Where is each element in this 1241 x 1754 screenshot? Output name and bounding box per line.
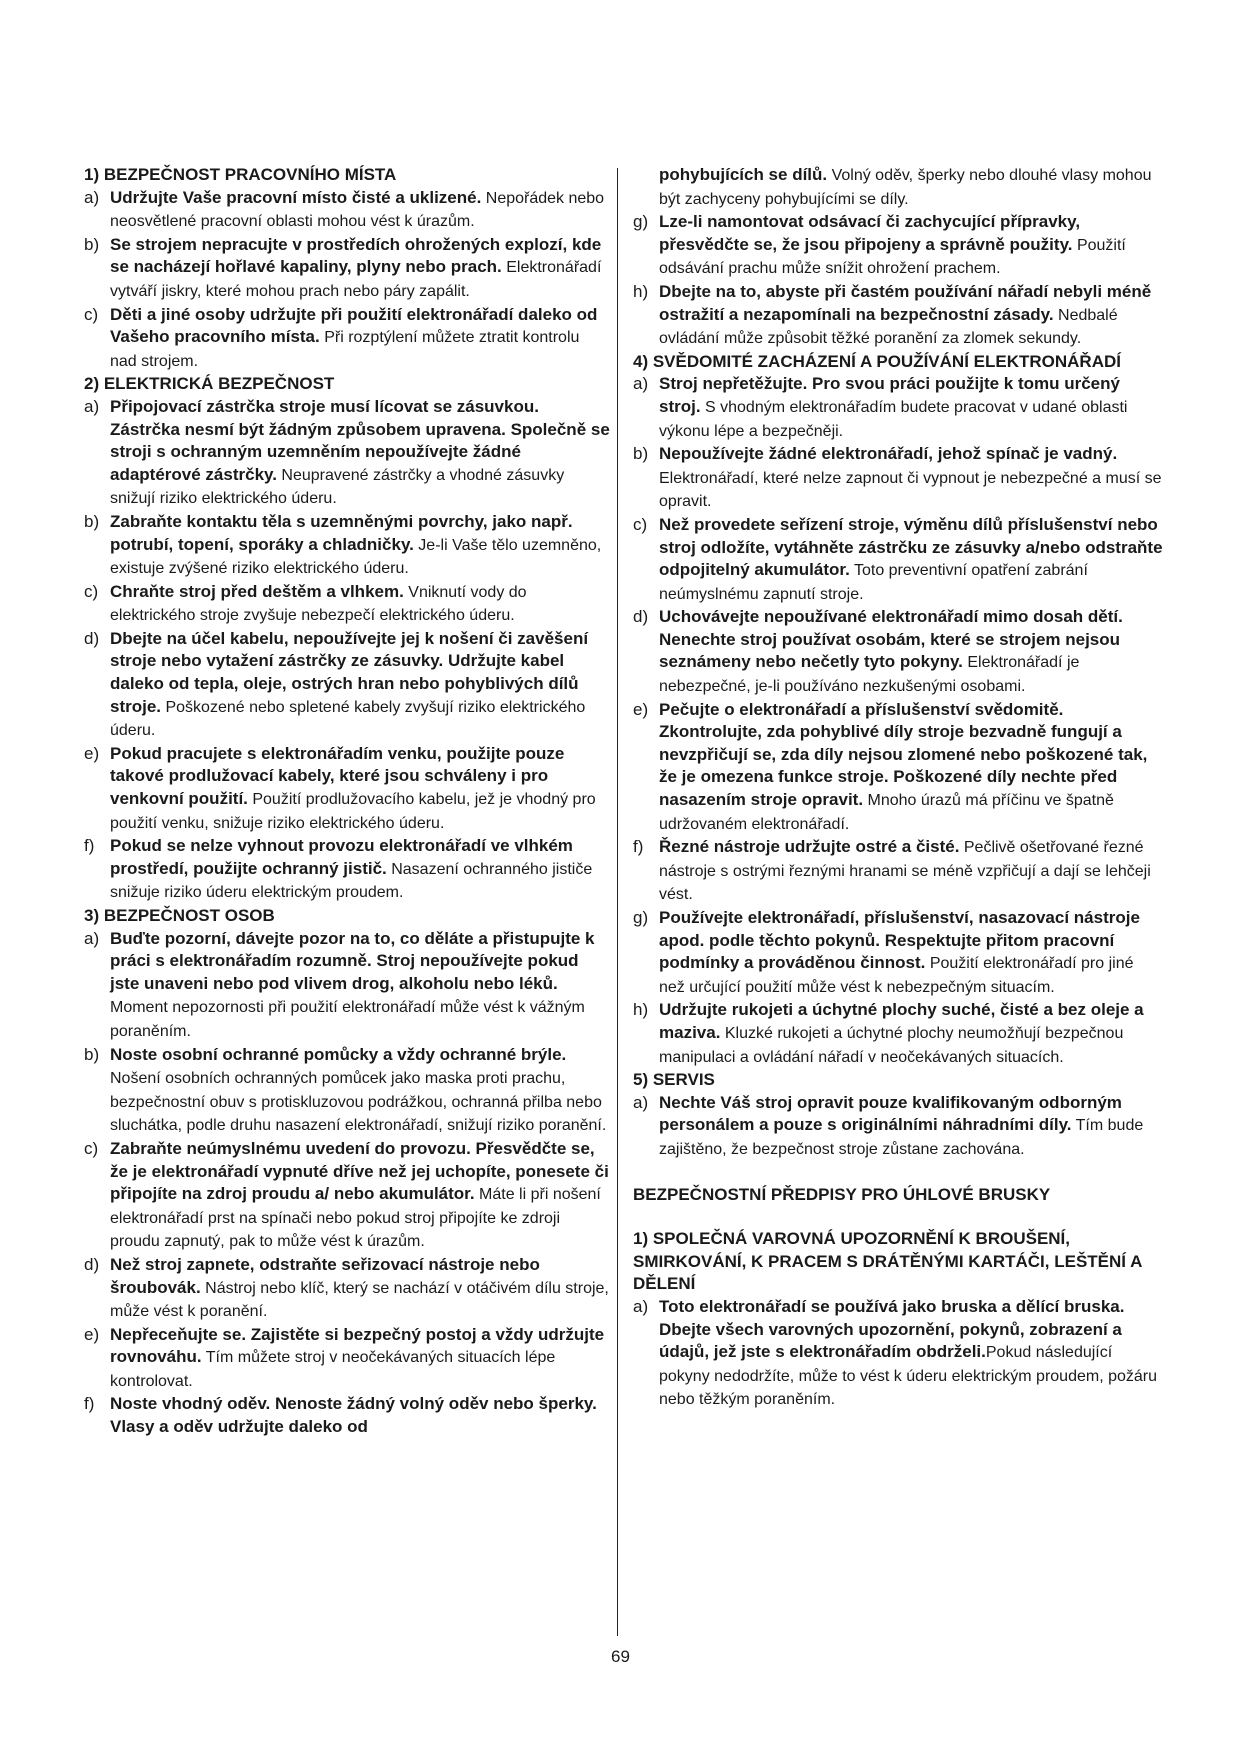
list-item: [633, 699, 1163, 837]
list-item: [633, 373, 1163, 443]
item-label: f): [84, 1394, 95, 1414]
list-item: [84, 396, 610, 511]
list-item: [84, 187, 610, 234]
item-label: b): [84, 511, 100, 531]
list-item: [84, 743, 610, 835]
item-bold: Uchovávejte nepoužívané elektronářadí mimo dosah dětí. Nenechte stroj používat osobám, které se strojem nejsou seznámeny nebo nečetly tyto pokyny.: [659, 607, 1123, 672]
item-label: f): [84, 836, 95, 856]
item-bold: Připojovací zástrčka stroje musí lícovat se zásuvkou. Zástrčka nesmí být žádným způsobem upravena. Společně se stroji s ochranným uzemněním nepoužívejte žádné adaptérové zástrčky.: [110, 396, 610, 484]
item-bold: Dbejte na to, abyste při častém používání nářadí nebyli méně ostražití a nezapomínali na bezpečnostní zásady.: [659, 281, 1152, 324]
item-bold: Než provedete seřízení stroje, výměnu dílů příslušenství nebo stroj odložíte, vytáhněte zástrčku ze zásuvky a/nebo odstraňte odpojitelný akumulátor.: [659, 514, 1163, 580]
list-item: [633, 443, 1163, 514]
item-text: Mnoho úrazů má příčinu ve špatně udržovaném elektronářadí.: [659, 792, 1114, 833]
spacer: [633, 1206, 1163, 1228]
item-label: b): [633, 444, 649, 464]
list-item: [633, 281, 1163, 351]
item-label: c): [84, 304, 99, 324]
spacer: [633, 1162, 1163, 1184]
section-heading: 1) SPOLEČNÁ VAROVNÁ UPOZORNĚNÍ K BROUŠENÍ, SMIRKOVÁNÍ, K PRACEM S DRÁTĚNÝMI KARTÁČI, LEŠTĚNÍ A DĚLENÍ: [633, 1229, 1142, 1294]
item-label: b): [84, 234, 100, 254]
list-item: [84, 1324, 610, 1394]
item-label: a): [633, 374, 649, 394]
item-text: Nepořádek nebo neosvětlené pracovní oblasti mohou vést k úrazům.: [110, 189, 605, 231]
item-bold: Udržujte rukojeti a úchytné plochy suché, čisté a bez oleje a maziva.: [659, 1000, 1144, 1042]
item-label: b): [84, 1044, 100, 1064]
item-label: a): [84, 396, 100, 416]
item-bold: Pokud se nelze vyhnout provozu elektronářadí ve vlhkém prostředí, použijte ochranný jistič.: [110, 836, 573, 878]
item-text: Při rozptýlení můžete ztratit kontrolu nad strojem.: [110, 329, 580, 370]
item-bold: Dbejte na účel kabelu, nepoužívejte jej k nošení či zavěšení stroje nebo vytažení zástrčky ze zásuvky. Udržujte kabel daleko od tepla, oleje, ostrých hran nebo pohyblivých dílů stroje.: [110, 628, 589, 716]
item-text: Kluzké rukojeti a úchytné plochy neumožňují bezpečnou manipulaci a ovládání nářadí v neočekávaných situacích.: [659, 1024, 1124, 1066]
item-text: Elektronářadí, které nelze zapnout či vypnout je nebezpečné a musí se opravit.: [659, 469, 1162, 511]
item-bold: Noste vhodný oděv. Nenoste žádný volný oděv nebo šperky. Vlasy a oděv udržujte daleko od: [110, 1394, 597, 1437]
item-text: Pokud následující pokyny nedodržíte, může to vést k úderu elektrickým proudem, požáru nebo těžkým poraněním.: [659, 1344, 1158, 1409]
list-item: [633, 514, 1163, 606]
list-item: [633, 836, 1163, 907]
page-number: 69: [611, 1647, 630, 1666]
chapter-heading: BEZPEČNOSTNÍ PŘEDPISY PRO ÚHLOVÉ BRUSKY: [633, 1184, 1051, 1204]
list-item: [84, 304, 610, 374]
list-item: [633, 1296, 1163, 1412]
item-text: Tím můžete stroj v neočekávaných situacích lépe kontrolovat.: [110, 1349, 556, 1390]
item-bold: Udržujte Vaše pracovní místo čisté a uklizené.: [110, 187, 482, 207]
item-bold: Pokud pracujete s elektronářadím venku, použijte pouze takové prodlužovací kabely, které jsou schváleny i pro venkovní použití.: [110, 743, 565, 809]
list-item: [84, 581, 610, 628]
item-label: a): [633, 1092, 649, 1112]
item-label: h): [633, 281, 649, 301]
item-bold: Stroj nepřetěžujte. Pro svou práci použijte k tomu určený stroj.: [659, 374, 1120, 416]
item-bold: Buďte pozorní, dávejte pozor na to, co děláte a přistupujte k práci s elektronářadím rozumně. Stroj nepoužívejte pokud jste unaveni nebo pod vlivem drog, alkoholu nebo léků.: [110, 928, 595, 993]
item-bold: Pečujte o elektronářadí a příslušenství svědomitě. Zkontrolujte, zda pohyblivé díly stroje bezvadně fungují a nevzpřičují se, zda díly nejsou zlomené nebo poškozené tak, že je omezena funkce stroje. Poškozené díly nechte před nasazením stroje opravit.: [659, 699, 1148, 810]
item-label: d): [633, 607, 649, 627]
item-text: Použití prodlužovacího kabelu, jež je vhodný pro použití venku, snižuje riziko elektrického úderu.: [110, 791, 596, 832]
item-bold: Toto elektronářadí se používá jako bruska a dělící bruska. Dbejte všech varovných upozornění, pokynů, zobrazení a údajů, jež jste s elektronářadím obdrželi.: [659, 1296, 1125, 1362]
list-item: [84, 234, 610, 304]
list-item-continued: [633, 164, 1163, 211]
item-text: Nasazení ochranného jističe snižuje riziko úderu elektrickým proudem.: [110, 860, 593, 902]
item-text: Použití elektronářadí pro jiné než určující použití může vést k nebezpečným situacím.: [659, 955, 1134, 996]
item-text: Nedbalé ovládání může způsobit těžké poranění za zlomek sekundy.: [659, 306, 1118, 348]
item-label: h): [633, 1000, 649, 1020]
item-text: Nástroj nebo klíč, který se nachází v otáčivém dílu stroje, může vést k poranění.: [110, 1279, 609, 1321]
item-label: a): [84, 928, 100, 948]
item-text: Poškozené nebo spletené kabely zvyšují riziko elektrického úderu.: [110, 698, 586, 740]
item-text: Pečlivě ošetřované řezné nástroje s ostrými řeznými hranami se méně vzpřičují a dají se lehčeji vést.: [659, 839, 1151, 904]
list-item: [84, 1044, 610, 1138]
item-label: c): [633, 514, 648, 534]
item-text: Vniknutí vody do elektrického stroje zvyšuje nebezpečí elektrického úderu.: [110, 583, 527, 625]
item-bold: Než stroj zapnete, odstraňte seřizovací nástroje nebo šroubovák.: [110, 1254, 540, 1297]
item-bold: Řezné nástroje udržujte ostré a čisté.: [659, 837, 960, 857]
item-text: Tím bude zajištěno, že bezpečnost stroje zůstane zachována.: [659, 1117, 1144, 1158]
item-label: d): [84, 628, 100, 648]
item-label: a): [633, 1296, 649, 1316]
section-heading: 5) SERVIS: [633, 1070, 715, 1090]
item-text: Nošení osobních ochranných pomůcek jako maska proti prachu, bezpečnostní obuv s protiskluzovou podrážkou, ochranná přilba nebo sluchátka, podle druhu nasazení elektronářadí, snižují riziko poranění.: [110, 1070, 607, 1135]
item-label: c): [84, 581, 99, 601]
list-item: [633, 211, 1163, 281]
item-text: Je-li Vaše tělo uzemněno, existuje zvýšené riziko elektrického úderu.: [110, 536, 602, 578]
item-bold: Používejte elektronářadí, příslušenství, nasazovací nástroje apod. podle těchto pokynů. Respektujte přitom pracovní podmínky a prováděnou činnost.: [659, 908, 1140, 973]
item-text: Máte li při nošení elektronářadí prst na spínači nebo pokud stroj připojíte ke zdroji proudu zapnutý, pak to může vést k úrazům.: [110, 1186, 601, 1251]
list-item: [84, 1393, 610, 1438]
item-bold: Děti a jiné osoby udržujte při použití elektronářadí daleko od Vašeho pracovního místa.: [110, 304, 598, 347]
item-bold: Zabraňte kontaktu těla s uzemněnými povrchy, jako např. potrubí, topení, sporáky a chladničky.: [110, 511, 573, 554]
section-heading: 3) BEZPEČNOST OSOB: [84, 906, 275, 925]
item-bold: Lze-li namontovat odsávací či zachycující přípravky, přesvědčte se, že jsou připojeny a správně použity.: [659, 212, 1081, 254]
list-item: [84, 511, 610, 581]
item-label: g): [633, 908, 649, 927]
item-bold: Noste osobní ochranné pomůcky a vždy ochranné brýle.: [110, 1044, 567, 1064]
item-label: e): [633, 699, 649, 719]
item-bold: Se strojem nepracujte v prostředích ohrožených explozí, kde se nacházejí hořlavé kapaliny, plyny nebo prach.: [110, 234, 602, 277]
item-label: e): [84, 743, 100, 763]
list-item: [84, 1254, 610, 1324]
item-label: d): [84, 1254, 100, 1274]
list-item: [84, 1138, 610, 1254]
item-bold: Nepřeceňujte se. Zajistěte si bezpečný postoj a vždy udržujte rovnováhu.: [110, 1324, 605, 1367]
item-bold: Chraňte stroj před deštěm a vlhkem.: [110, 581, 404, 601]
list-item: [84, 628, 610, 743]
item-label: c): [84, 1138, 99, 1158]
item-bold: Nepoužívejte žádné elektronářadí, jehož spínač je vadný.: [659, 444, 1118, 464]
item-text: Neupravené zástrčky a vhodné zásuvky snižují riziko elektrického úderu.: [110, 466, 565, 508]
item-bold: pohybujících se dílů.: [659, 165, 828, 184]
item-label: f): [633, 837, 644, 857]
item-bold: Zabraňte neúmyslnému uvedení do provozu. Přesvědčte se, že je elektronářadí vypnuté dříve než jej uchopíte, ponesete či připojíte na zdroj proudu a/ nebo akumulátor.: [110, 1138, 609, 1204]
list-item: [84, 928, 610, 1044]
left-column: [84, 164, 610, 1439]
right-column: [633, 164, 1163, 1412]
section-heading: 4) SVĚDOMITÉ ZACHÁZENÍ A POUŽÍVÁNÍ ELEKTRONÁŘADÍ: [633, 351, 1121, 371]
item-text: Elektronářadí je nebezpečné, je-li používáno nezkušenými osobami.: [659, 654, 1080, 696]
item-text: S vhodným elektronářadím budete pracovat v udané oblasti výkonu lépe a bezpečněji.: [659, 398, 1128, 440]
item-text: Použití odsávání prachu může snížit ohrožení prachem.: [659, 236, 1126, 278]
item-text: Volný oděv, šperky nebo dlouhé vlasy mohou být zachyceny pohybujícími se díly.: [659, 167, 1152, 208]
section-heading: 2) ELEKTRICKÁ BEZPEČNOST: [84, 374, 335, 394]
list-item: [84, 835, 610, 905]
list-item: [633, 999, 1163, 1069]
list-item: [633, 606, 1163, 698]
list-item: [633, 907, 1163, 999]
item-label: a): [84, 187, 100, 207]
item-text: Moment nepozornosti při použití elektronářadí může vést k vážným poraněním.: [110, 999, 585, 1040]
item-text: Elektronářadí vytváří jiskry, které mohou prach nebo páry zapálit.: [110, 259, 602, 300]
item-label: g): [633, 212, 649, 232]
item-label: e): [84, 1324, 100, 1344]
section-heading: 1) BEZPEČNOST PRACOVNÍHO MÍSTA: [84, 165, 397, 184]
column-divider: [617, 168, 618, 1636]
item-text: Toto preventivní opatření zabrání neúmyslnému zapnutí stroje.: [659, 562, 1088, 603]
list-item: [633, 1092, 1163, 1162]
item-bold: Nechte Váš stroj opravit pouze kvalifikovaným odborným personálem a pouze s originálními náhradními díly.: [659, 1092, 1122, 1135]
